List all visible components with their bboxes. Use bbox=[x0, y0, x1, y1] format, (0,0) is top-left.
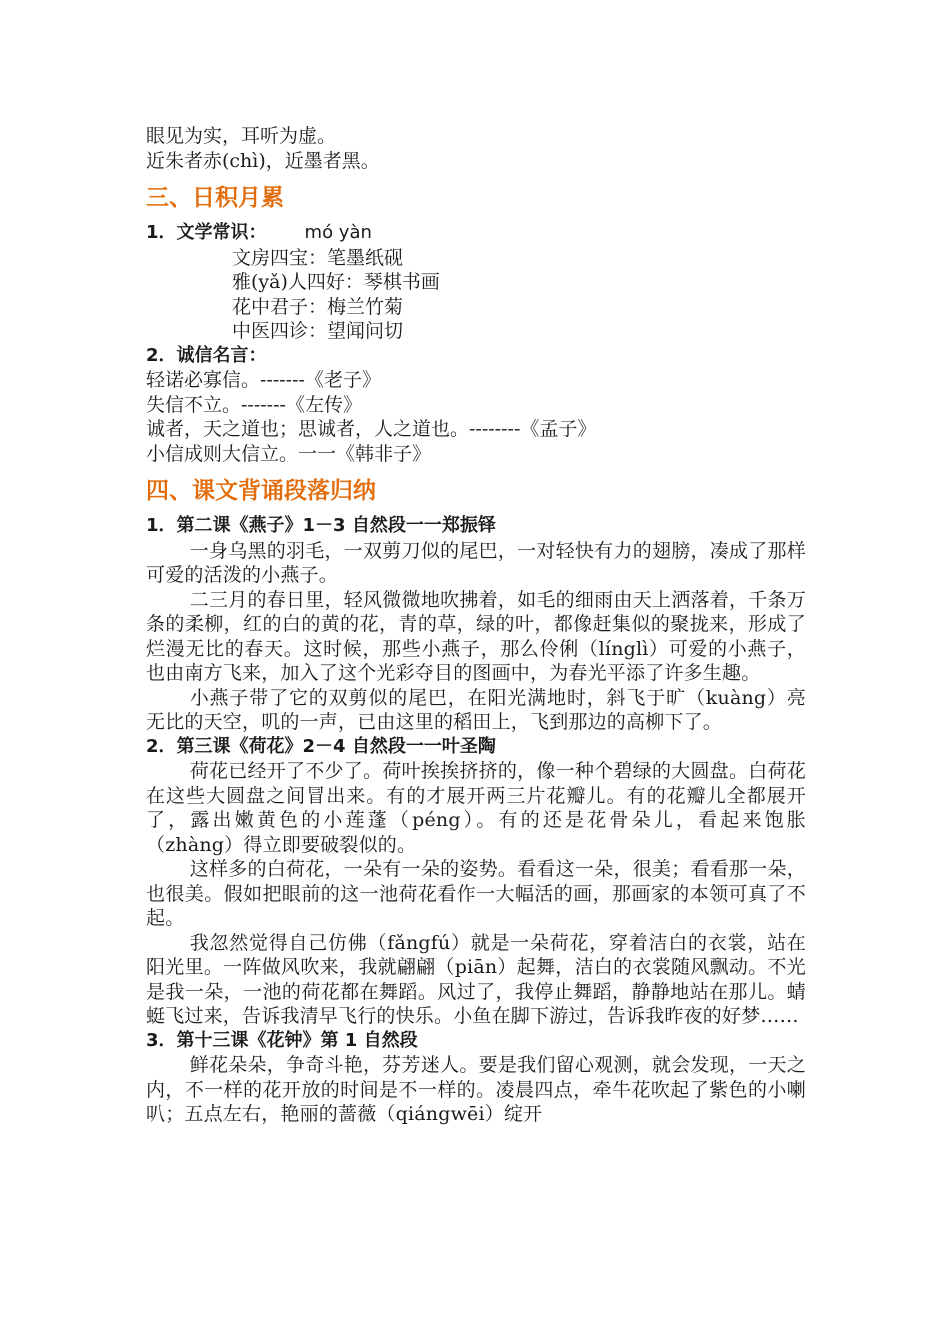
proverb-line: 近朱者赤(chì)，近墨者黑。 bbox=[146, 149, 380, 172]
knowledge-item: 雅(yǎ)人四好：琴棋书画 bbox=[232, 271, 440, 293]
lesson-paragraph: 小燕子带了它的双剪似的尾巴，在阳光满地时，斜飞于旷（kuàng）亮无比的天空，叽的一声，已由这里的稻田上，飞到那边的高柳下了。 bbox=[146, 686, 806, 733]
proverb-line: 眼见为实，耳听为虚。 bbox=[146, 125, 337, 147]
lesson-title: 3．第十三课《花钟》第 1 自然段 bbox=[146, 1029, 418, 1051]
lesson-title: 2．第三课《荷花》2－4 自然段一一叶圣陶 bbox=[146, 735, 496, 757]
lesson-paragraph: 我忽然觉得自己仿佛（fǎngfú）就是一朵荷花，穿着洁白的衣裳，站在阳光里。一阵做风吹来，我就翩翩（piān）起舞，洁白的衣裳随风飘动。不光是我一朵，一池的荷花都在舞蹈。风过了，我停止舞蹈，静静地站在那儿。蜻蜓飞过来，告诉我清早飞行的快乐。小鱼在脚下游过，告诉我昨夜的好梦…… bbox=[146, 931, 806, 1027]
subsection-title-text: 1．文学常识： bbox=[146, 222, 267, 243]
page-content bbox=[146, 124, 806, 1127]
lesson-paragraph: 一身乌黑的羽毛，一双剪刀似的尾巴，一对轻快有力的翅膀，凑成了那样可爱的活泼的小燕子。 bbox=[146, 539, 806, 586]
lesson-paragraph: 鲜花朵朵，争奇斗艳，芬芳迷人。要是我们留心观测，就会发现，一天之内，不一样的花开放的时间是不一样的。凌晨四点，牵牛花吹起了紫色的小喇叭；五点左右，艳丽的蔷薇（qiángwēi）绽开 bbox=[146, 1054, 806, 1125]
quote-line: 失信不立。-------《左传》 bbox=[146, 393, 362, 416]
lesson-title: 1．第二课《燕子》1－3 自然段一一郑振铎 bbox=[146, 515, 496, 536]
knowledge-item: 文房四宝：笔墨纸砚 bbox=[232, 246, 404, 269]
subsection-title: 2．诚信名言： bbox=[146, 344, 267, 366]
knowledge-item: 中医四诊：望闻问切 bbox=[232, 320, 404, 342]
subsection-title bbox=[146, 221, 806, 246]
pinyin-annotation: mó yàn bbox=[304, 222, 372, 243]
lesson-paragraph: 二三月的春日里，轻风微微地吹拂着，如毛的细雨由天上洒落着，千条万条的柔柳，红的白的黄的花，青的草，绿的叶，都像赶集似的聚拢来，形成了烂漫无比的春天。这时候，那些小燕子，那么伶俐（línglì）可爱的小燕子，也由南方飞来，加入了这个光彩夺目的图画中，为春光平添了许多生趣。 bbox=[146, 588, 806, 684]
section-heading: 三、日积月累 bbox=[146, 185, 284, 211]
quote-line: 诚者，天之道也；思诚者，人之道也。--------《孟子》 bbox=[146, 418, 597, 440]
section-heading: 四、课文背诵段落归纳 bbox=[146, 478, 376, 504]
lesson-paragraph: 荷花已经开了不少了。荷叶挨挨挤挤的，像一种个碧绿的大圆盘。白荷花在这些大圆盘之间冒出来。有的才展开两三片花瓣儿。有的花瓣儿全都展开了，露出嫩黄色的小莲蓬（péng）。有的还是花骨朵儿，看起来饱胀（zhàng）得立即要破裂似的。 bbox=[146, 760, 806, 856]
quote-line: 轻诺必寡信。-------《老子》 bbox=[146, 369, 381, 391]
lesson-paragraph: 这样多的白荷花，一朵有一朵的姿势。看看这一朵，很美；看看那一朵，也很美。假如把眼前的这一池荷花看作一大幅活的画，那画家的本领可真了不起。 bbox=[146, 858, 806, 929]
knowledge-item: 花中君子：梅兰竹菊 bbox=[232, 295, 404, 318]
quote-line: 小信成则大信立。一一《韩非子》 bbox=[146, 442, 432, 465]
